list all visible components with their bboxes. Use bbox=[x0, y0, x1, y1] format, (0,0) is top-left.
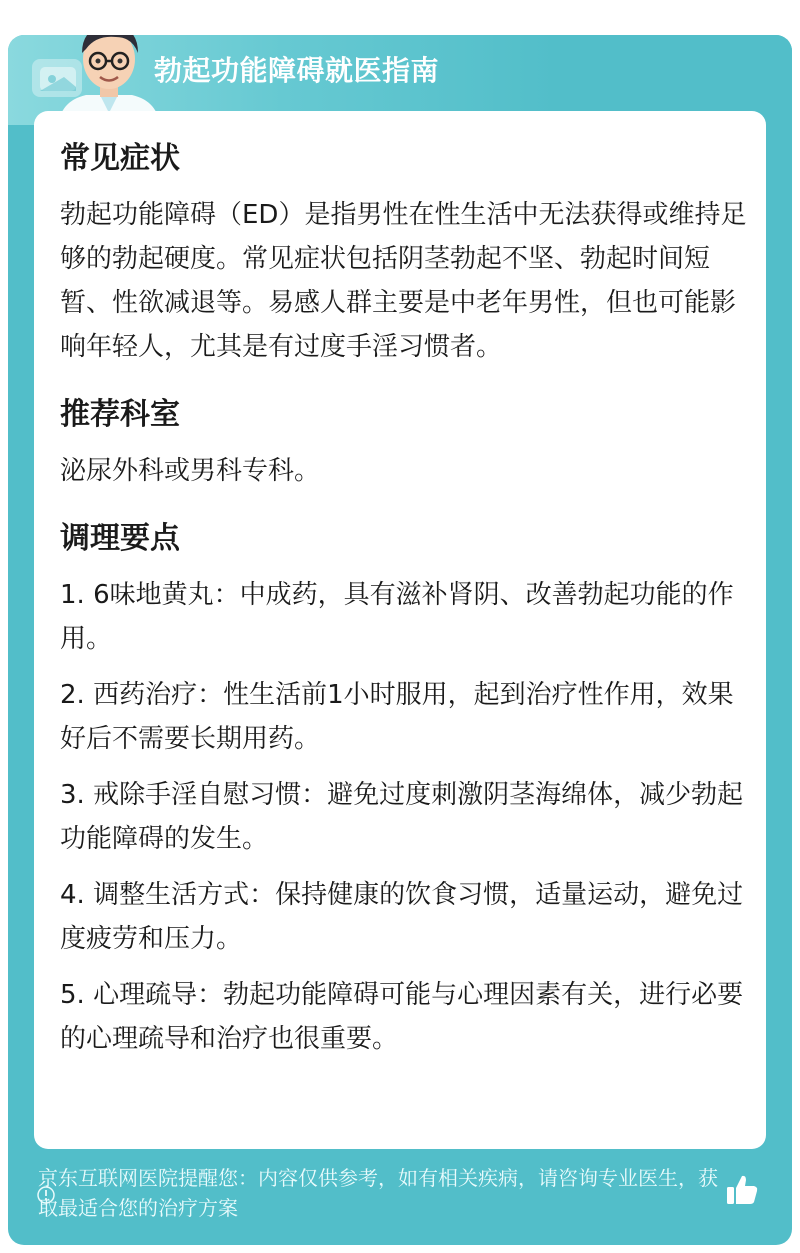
disclaimer-notice: 京东互联网医院提醒您：内容仅供参考，如有相关疾病，请咨询专业医生，获取最适合您的治疗方案 bbox=[38, 1166, 718, 1220]
content-body bbox=[60, 127, 750, 1073]
list-item: 5. 心理疏导：勃起功能障碍可能与心理因素有关，进行必要的心理疏导和治疗也很重要。 bbox=[60, 980, 744, 1054]
department-paragraph: 泌尿外科或男科专科。 bbox=[60, 456, 321, 486]
guide-panel bbox=[8, 35, 792, 1245]
symptoms-paragraph: 勃起功能障碍（ED）是指男性在性生活中无法获得或维持足够的勃起硬度。常见症状包括阴茎勃起不坚、勃起时间短暂、性欲减退等。易感人群主要是中老年男性，但也可能影响年轻人，尤其是有过度手淫习惯者。 bbox=[60, 200, 747, 362]
list-item: 4. 调整生活方式：保持健康的饮食习惯，适量运动，避免过度疲劳和压力。 bbox=[60, 880, 744, 954]
section-title-department: 推荐科室 bbox=[60, 397, 180, 432]
list-item: 3. 戒除手淫自慰习惯：避免过度刺激阴茎海绵体，减少勃起功能障碍的发生。 bbox=[60, 780, 744, 854]
content-card bbox=[34, 111, 766, 1149]
section-title-care: 调理要点 bbox=[60, 521, 180, 556]
thumbs-up-icon[interactable] bbox=[724, 1172, 760, 1208]
list-item: 1. 6味地黄丸：中成药，具有滋补肾阴、改善勃起功能的作用。 bbox=[60, 580, 734, 654]
page-title: 勃起功能障碍就医指南 bbox=[154, 54, 440, 87]
list-item: 2. 西药治疗：性生活前1小时服用，起到治疗性作用，效果好后不需要长期用药。 bbox=[60, 680, 734, 754]
section-title-symptoms: 常见症状 bbox=[60, 141, 180, 176]
